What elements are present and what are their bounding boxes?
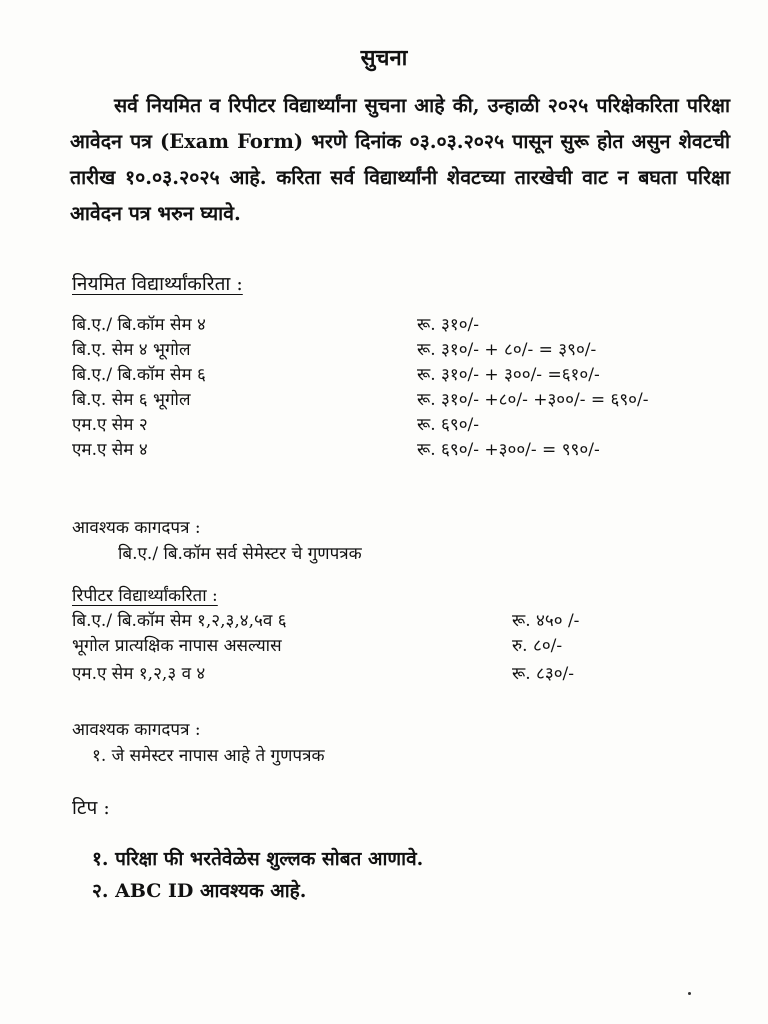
repeater-row-fee: रू. ४५० /- — [512, 611, 580, 631]
regular-row-label: बि.ए. सेम ६ भूगोल — [72, 390, 191, 410]
paper-speck — [688, 992, 691, 995]
tip-item: १. परिक्षा फी भरतेवेळेस शुल्लक सोबत आणावे. — [92, 848, 424, 870]
repeater-heading: रिपीटर विद्यार्थ्यांकरिता : — [72, 586, 218, 606]
repeater-row-fee: रु. ८०/- — [512, 636, 563, 656]
regular-documents-item: बि.ए./ बि.कॉम सर्व सेमेस्टर चे गुणपत्रक — [118, 544, 362, 564]
notice-paragraph-block — [70, 88, 730, 232]
regular-row-fee: रू. ६९०/- +३००/- = ९९०/- — [417, 440, 600, 460]
regular-row-fee: रू. ३१०/- + ३००/- =६१०/- — [417, 365, 600, 385]
repeater-row-label: भूगोल प्रात्यक्षिक नापास असल्यास — [72, 636, 282, 656]
regular-row-label: बि.ए./ बि.कॉम सेम ४ — [72, 315, 206, 335]
repeater-documents-item: १. जे समेस्टर नापास आहे ते गुणपत्रक — [92, 746, 325, 766]
regular-heading: नियमित विद्यार्थ्यांकरिता : — [72, 273, 243, 295]
tip-item: २. ABC ID आवश्यक आहे. — [92, 880, 307, 902]
repeater-documents-heading: आवश्यक कागदपत्र : — [72, 720, 201, 740]
regular-row-fee: रू. ६९०/- — [417, 415, 480, 435]
regular-row-fee: रू. ३१०/- — [417, 315, 480, 335]
repeater-row-fee: रू. ८३०/- — [512, 664, 575, 684]
repeater-row-label: बि.ए./ बि.कॉम सेम १,२,३,४,५व ६ — [72, 611, 287, 631]
repeater-row-label: एम.ए सेम १,२,३ व ४ — [72, 664, 206, 684]
regular-row-label: एम.ए सेम ४ — [72, 440, 148, 460]
regular-row-label: बि.ए./ बि.कॉम सेम ६ — [72, 365, 206, 385]
regular-row-label: एम.ए सेम २ — [72, 415, 148, 435]
notice-paragraph: सर्व नियमित व रिपीटर विद्यार्थ्यांना सुचना आहे की, उन्हाळी २०२५ परिक्षेकरिता परिक्षा आवेदन पत्र (Exam Form) भरणे दिनांक ०३.०३.२०२५ पासून सुरू होत असुन शेवटची तारीख १०.०३.२०२५ आहे. करिता सर्व विद्यार्थ्यांनी शेवटच्या तारखेची वाट न बघता परिक्षा आवेदन पत्र भरुन घ्यावे. — [70, 94, 730, 225]
regular-documents-heading: आवश्यक कागदपत्र : — [72, 518, 201, 538]
notice-title: सुचना — [360, 45, 408, 71]
regular-row-label: बि.ए. सेम ४ भूगोल — [72, 340, 191, 360]
regular-row-fee: रू. ३१०/- +८०/- +३००/- = ६९०/- — [417, 390, 649, 410]
regular-row-fee: रू. ३१०/- + ८०/- = ३९०/- — [417, 340, 597, 360]
tips-heading: टिप : — [72, 797, 110, 819]
